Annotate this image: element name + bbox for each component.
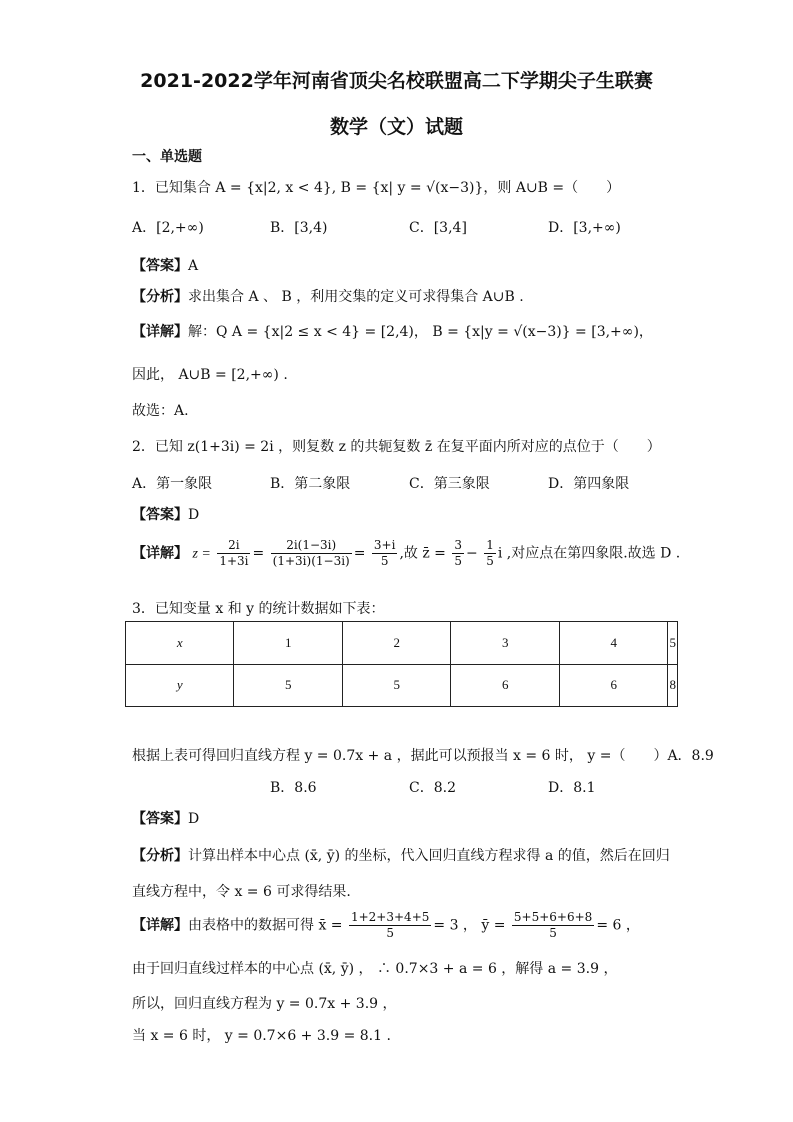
table-cell: 4	[559, 622, 668, 665]
detail-tag: 【详解】	[132, 917, 188, 934]
section-heading: 一、单选题	[132, 149, 202, 165]
q1-option-c: C．[3,4]	[409, 220, 467, 236]
table-row	[126, 622, 678, 665]
q2-detail-suffix: i ,对应点在第四象限.故选 D .	[497, 545, 681, 562]
q2-option-a: A．第一象限	[132, 476, 213, 492]
title-line-1: 2021-2022学年河南省顶尖名校联盟高二下学期尖子生联赛	[140, 70, 653, 92]
q3-answer-line	[132, 808, 199, 828]
detail-tag: 【详解】	[132, 324, 188, 340]
q3-analysis-2: 直线方程中，令 x = 6 可求得结果.	[132, 884, 351, 900]
q3-answer: D	[188, 811, 200, 827]
q3-stem-2: 根据上表可得回归直线方程 y = 0.7x + a ，据此可以预报当 x = 6 时， y =（ ）A．8.9	[132, 748, 714, 764]
q1-detail-2: 因此， A∪B = [2,+∞) .	[132, 367, 288, 383]
q2-option-c: C．第三象限	[409, 476, 490, 492]
fraction: $\frac{2i}{1+3i}$	[219, 538, 249, 568]
q3-detail-c: = 6 ，	[596, 917, 640, 934]
analysis-tag: 【分析】	[132, 289, 188, 305]
q1-stem: 1．已知集合 A = {x|2, x < 4}, B = {x| y = √(x−3)}，则 A∪B =（ ）	[132, 180, 621, 196]
table-cell: 8	[668, 664, 678, 707]
detail-tag: 【详解】	[132, 545, 188, 562]
table-cell: 6	[559, 664, 668, 707]
fraction: $\frac{5+5+6+6+8}{5}$	[513, 910, 593, 940]
q1-option-b: B．[3,4)	[270, 220, 328, 236]
q2-detail-mid: ,故 z̄ =	[399, 545, 446, 562]
fraction: $\frac{3}{5}$	[454, 538, 463, 568]
q2-answer: D	[188, 507, 200, 523]
title-line-2: 数学（文）试题	[329, 116, 463, 138]
q1-option-d: D．[3,+∞)	[548, 220, 621, 236]
fraction: $\frac{1+2+3+4+5}{5}$	[350, 910, 430, 940]
table-cell: 2	[342, 622, 451, 665]
q1-analysis: 求出集合 A 、 B ，利用交集的定义可求得集合 A∪B .	[188, 289, 524, 305]
q3-detail-a: 由表格中的数据可得 x̄ =	[188, 917, 343, 934]
q1-detail: 解：Q A = {x|2 ≤ x < 4} = [2,4)， B = {x|y = √(x−3)} = [3,+∞)，	[188, 324, 653, 340]
table-cell: 5	[342, 664, 451, 707]
q1-detail-line	[132, 321, 653, 341]
q3-option-d: D．8.1	[548, 780, 596, 796]
table-cell: 5	[668, 622, 678, 665]
analysis-tag: 【分析】	[132, 848, 188, 864]
data-table	[125, 621, 678, 707]
table-cell: x	[126, 622, 234, 665]
answer-tag: 【答案】	[132, 811, 188, 827]
table-row	[126, 664, 678, 707]
q2-stem: 2．已知 z(1+3i) = 2i ，则复数 z 的共轭复数 z̄ 在复平面内所对应的点位于（ ）	[132, 439, 661, 455]
q3-detail-2: 由于回归直线过样本的中心点 (x̄, ȳ) ， ∴ 0.7×3 + a = 6 ，解得 a = 3.9 ，	[132, 961, 618, 977]
q3-option-c: C．8.2	[409, 780, 456, 796]
q3-detail-line	[132, 910, 640, 941]
table-cell: 3	[451, 622, 560, 665]
q3-detail-4: 当 x = 6 时， y = 0.7×6 + 3.9 = 8.1 .	[132, 1028, 391, 1044]
answer-tag: 【答案】	[132, 258, 188, 274]
q3-detail-b: = 3 ， ȳ =	[433, 917, 506, 934]
q1-answer: A	[188, 258, 199, 274]
table-cell: 6	[451, 664, 560, 707]
q2-detail-prefix: z =	[192, 546, 211, 562]
fraction: $\frac{2i(1-3i)}{(1+3i)(1-3i)}$	[272, 538, 350, 568]
q3-option-b: B．8.6	[270, 780, 317, 796]
q1-option-a: A．[2,+∞)	[132, 220, 204, 236]
q3-analysis-line	[132, 845, 670, 865]
q1-answer-line	[132, 255, 198, 275]
q3-analysis: 计算出样本中心点 (x̄, ȳ) 的坐标，代入回归直线方程求得 a 的值，然后在回归	[188, 848, 670, 864]
fraction: $\frac{3+i}{5}$	[373, 538, 396, 568]
answer-tag: 【答案】	[132, 507, 188, 523]
q1-analysis-line	[132, 286, 524, 306]
fraction: $\frac{1}{5}$	[486, 538, 494, 568]
q2-answer-line	[132, 504, 199, 524]
q2-option-b: B．第二象限	[270, 476, 351, 492]
q3-stem: 3．已知变量 x 和 y 的统计数据如下表：	[132, 601, 385, 617]
q1-detail-3: 故选：A.	[132, 403, 189, 419]
table-cell: 1	[234, 622, 343, 665]
table-cell: y	[126, 664, 234, 707]
q3-detail-3: 所以，回归直线方程为 y = 0.7x + 3.9 ，	[132, 996, 397, 1012]
q2-detail-line: 【详解】 z = $\frac{2i}{1+3i}$ = $\frac{2i(1-3i)}{(1+3i)(1-3i)}$ = $\frac{3+i}{5}$ ,故 z̄ = $\frac{3}{5}$ − $\frac{1}{5}$ i ,对应点在第四象限.故选 D .	[132, 538, 681, 568]
q2-option-d: D．第四象限	[548, 476, 630, 492]
table-cell: 5	[234, 664, 343, 707]
